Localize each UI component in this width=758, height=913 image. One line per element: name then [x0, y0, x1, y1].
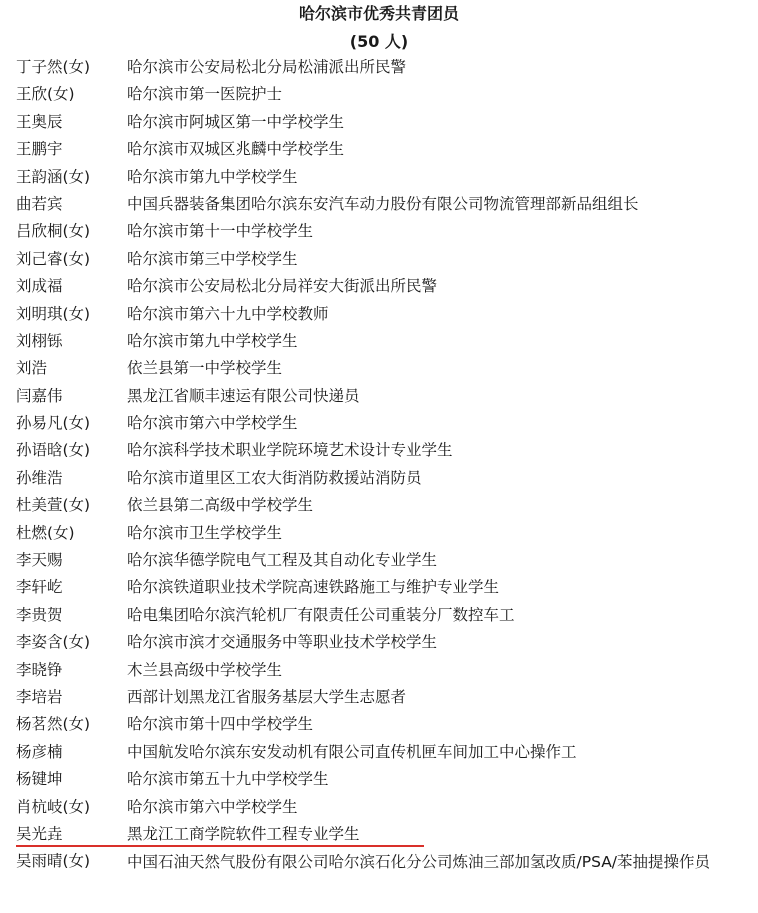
member-name: 孙语晗(女): [16, 441, 91, 460]
list-item: [0, 465, 758, 492]
list-item: [0, 794, 758, 821]
member-name: 杨彦楠: [16, 742, 63, 761]
member-unit: 哈尔滨市公安局松北分局松浦派出所民警: [127, 58, 407, 76]
member-name: 孙维浩: [16, 468, 63, 487]
list-item: [0, 739, 758, 766]
list-item: [0, 684, 758, 711]
member-name: 杜美萱(女): [16, 496, 91, 515]
member-name: 王韵涵(女): [16, 167, 91, 186]
list-item: [0, 410, 758, 437]
member-unit: 哈尔滨华德学院电气工程及其自动化专业学生: [127, 551, 438, 570]
list-item: [0, 520, 758, 547]
member-name: 王欣(女): [16, 85, 75, 104]
member-name: 刘成福: [16, 277, 63, 296]
member-name: 王鹏宇: [16, 140, 63, 159]
document-title: 哈尔滨市优秀共青团员: [298, 4, 459, 23]
member-unit: 哈尔滨市第十四中学校学生: [127, 715, 314, 734]
member-name: 李贵贺: [16, 605, 63, 624]
list-item: [0, 602, 758, 629]
list-item: [0, 328, 758, 355]
member-unit: 中国航发哈尔滨东安发动机有限公司直传机匣车间加工中心操作工: [127, 742, 577, 761]
list-item: [0, 109, 758, 136]
member-name: 曲若宾: [16, 194, 63, 213]
member-name: 刘浩: [16, 359, 48, 378]
member-name: 王奥辰: [16, 112, 63, 131]
list-item: [0, 492, 758, 519]
list-item: [0, 273, 758, 300]
member-name: 吴光垚: [16, 824, 63, 843]
list-item: [0, 574, 758, 601]
member-unit: 哈尔滨市公安局松北分局祥安大街派出所民警: [127, 277, 438, 296]
member-unit: 哈尔滨市第三中学校学生: [127, 249, 298, 268]
list-item: [0, 657, 758, 684]
member-unit: 依兰县第一中学校学生: [127, 359, 283, 378]
member-name: 刘己睿(女): [16, 249, 91, 268]
member-name: 吴雨晴(女): [16, 852, 91, 871]
member-unit: 哈尔滨科学技术职业学院环境艺术设计专业学生: [127, 441, 453, 460]
member-name: 杨键坤: [16, 770, 63, 789]
list-item: [0, 81, 758, 108]
list-item: [0, 246, 758, 273]
member-name: 李姿含(女): [16, 633, 91, 652]
member-unit: 哈尔滨市第十一中学校学生: [127, 222, 314, 241]
list-item: [0, 164, 758, 191]
member-list: [0, 54, 758, 902]
member-unit: 哈尔滨市阿城区第一中学校学生: [127, 112, 345, 131]
member-name: 杨茗然(女): [16, 715, 91, 734]
member-name: 李轩屹: [16, 578, 63, 597]
member-unit: 哈尔滨市第九中学校学生: [127, 167, 298, 186]
document-subtitle: (50 人): [349, 32, 409, 51]
member-unit: 哈电集团哈尔滨汽轮机厂有限责任公司重装分厂数控车工: [127, 605, 515, 624]
list-item: [0, 848, 758, 902]
member-name: 李天赐: [16, 551, 63, 570]
member-unit: 哈尔滨市双城区兆麟中学校学生: [127, 140, 345, 159]
member-unit: 哈尔滨市第五十九中学校学生: [127, 770, 329, 789]
member-name: 闫嘉伟: [16, 386, 63, 405]
member-unit: 哈尔滨市卫生学校学生: [127, 523, 283, 542]
list-item: [0, 629, 758, 656]
list-item: [0, 355, 758, 382]
member-unit: 哈尔滨市第一医院护士: [127, 85, 283, 104]
member-name: 李晓铮: [16, 660, 63, 679]
list-item: [0, 54, 758, 81]
member-unit: 哈尔滨市第九中学校学生: [127, 331, 298, 350]
list-item: [0, 711, 758, 738]
member-unit: 哈尔滨市第六中学校学生: [127, 414, 298, 433]
list-item: [0, 766, 758, 793]
member-name: 杜燃(女): [16, 523, 75, 542]
member-name: 孙易凡(女): [16, 414, 91, 433]
member-name: 刘明琪(女): [16, 304, 91, 323]
list-item: [0, 191, 758, 218]
list-item: [0, 218, 758, 245]
list-item: [0, 547, 758, 574]
member-name: 吕欣桐(女): [16, 222, 91, 241]
member-unit: 哈尔滨市滨才交通服务中等职业技术学校学生: [127, 633, 438, 652]
member-name: 刘栩铄: [16, 331, 63, 350]
list-item: [0, 383, 758, 410]
member-unit: 哈尔滨市道里区工农大街消防救援站消防员: [127, 468, 422, 487]
member-unit: 黑龙江工商学院软件工程专业学生: [127, 824, 360, 843]
member-unit: 依兰县第二高级中学校学生: [127, 496, 314, 515]
member-unit: 木兰县高级中学校学生: [127, 660, 283, 679]
member-unit: 哈尔滨市第六十九中学校教师: [127, 304, 329, 323]
member-unit: 中国石油天然气股份有限公司哈尔滨石化分公司炼油三部加氢改质/PSA/苯抽提操作员: [127, 853, 711, 872]
member-unit: 哈尔滨市第六中学校学生: [127, 797, 298, 816]
member-unit: 西部计划黑龙江省服务基层大学生志愿者: [127, 687, 407, 706]
member-name: 李培岩: [16, 687, 63, 706]
member-unit: 黑龙江省顺丰速运有限公司快递员: [127, 386, 360, 405]
list-item: [0, 136, 758, 163]
highlight-underline: [16, 845, 424, 847]
list-item: [0, 437, 758, 464]
member-name: 肖杭岐(女): [16, 797, 91, 816]
list-item: [0, 301, 758, 328]
member-unit: 哈尔滨铁道职业技术学院高速铁路施工与维护专业学生: [127, 578, 500, 597]
member-name: 丁子然(女): [16, 58, 91, 76]
member-unit: 中国兵器装备集团哈尔滨东安汽车动力股份有限公司物流管理部新品组组长: [127, 194, 639, 213]
